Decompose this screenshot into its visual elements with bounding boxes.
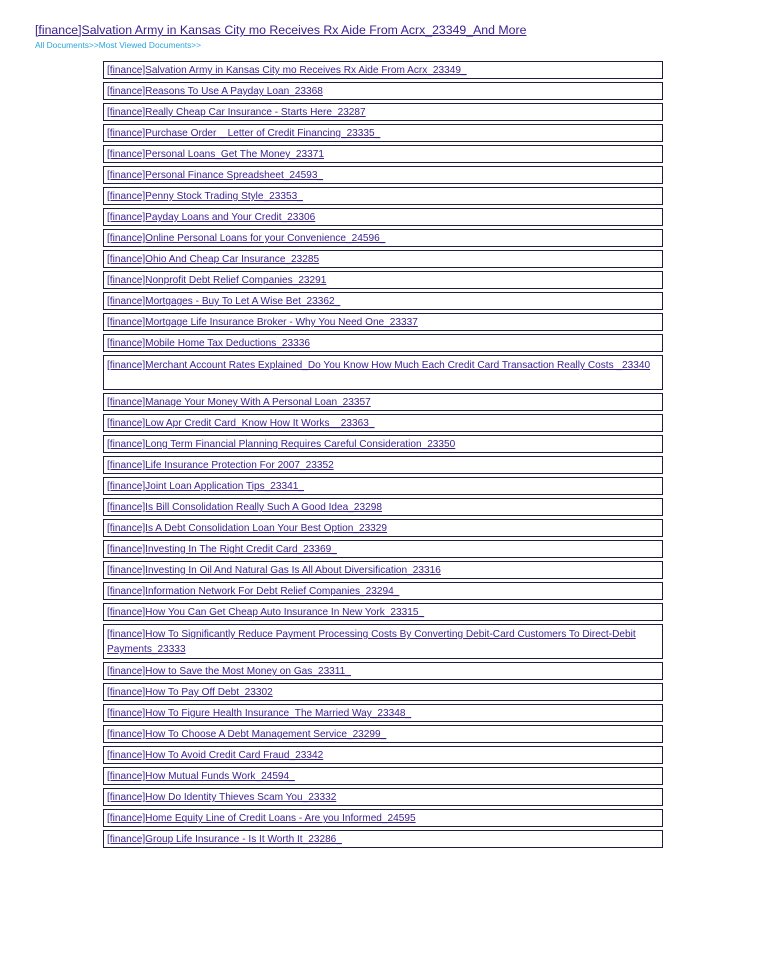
list-item [103,145,663,163]
document-link[interactable]: [finance]Low Apr Credit Card_Know How It Works__23363_ [107,418,375,429]
document-link[interactable]: [finance]Is A Debt Consolidation Loan Your Best Option_23329 [107,523,388,534]
list-item [103,662,663,680]
breadcrumb-all-documents[interactable]: All Documents [35,40,89,50]
list-item [103,809,663,827]
list-item [103,624,663,659]
document-link[interactable]: [finance]Joint Loan Application Tips_23341_ [107,481,304,492]
list-item [103,746,663,764]
list-item [103,435,663,453]
document-link[interactable]: [finance]Information Network For Debt Relief Companies_23294_ [107,586,400,597]
document-link[interactable]: [finance]Mobile Home Tax Deductions_23336 [107,338,310,349]
document-link[interactable]: [finance]Investing In Oil And Natural Gas Is All About Diversification_23316 [107,565,441,576]
document-link[interactable]: [finance]Really Cheap Car Insurance - Starts Here_23287 [107,107,366,118]
list-item [103,477,663,495]
list-item [103,166,663,184]
document-link[interactable]: [finance]Ohio And Cheap Car Insurance_23285 [107,254,320,265]
list-item [103,313,663,331]
list-item [103,414,663,432]
document-link[interactable]: [finance]How Mutual Funds Work_24594_ [107,771,295,782]
document-link[interactable]: [finance]Investing In The Right Credit Card_23369_ [107,544,337,555]
list-item [103,355,663,390]
document-link[interactable]: [finance]Online Personal Loans for your Convenience_24596_ [107,233,386,244]
list-item [103,292,663,310]
list-item [103,561,663,579]
document-link[interactable]: [finance]How To Choose A Debt Management Service_23299_ [107,729,387,740]
list-item [103,250,663,268]
document-link[interactable]: [finance]How Do Identity Thieves Scam You_23332 [107,792,337,803]
list-item [103,540,663,558]
document-link[interactable]: [finance]Is Bill Consolidation Really Such A Good Idea_23298 [107,502,382,513]
list-item [103,271,663,289]
breadcrumb-separator: >> [89,40,99,50]
document-link[interactable]: [finance]Life Insurance Protection For 2007_23352 [107,460,334,471]
document-link[interactable]: [finance]Penny Stock Trading Style_23353_ [107,191,303,202]
document-link[interactable]: [finance]Personal Loans_Get The Money_23371 [107,149,324,160]
document-link[interactable]: [finance]Manage Your Money With A Personal Loan_23357 [107,397,371,408]
document-link[interactable]: [finance]How To Avoid Credit Card Fraud_23342 [107,750,324,761]
list-item [103,725,663,743]
document-link[interactable]: [finance]Reasons To Use A Payday Loan_23368 [107,86,323,97]
document-link[interactable]: [finance]Payday Loans and Your Credit_23306 [107,212,316,223]
list-item [103,582,663,600]
list-item [103,82,663,100]
document-list [103,61,663,851]
document-link[interactable]: [finance]How You Can Get Cheap Auto Insurance In New York_23315_ [107,607,425,618]
document-link[interactable]: [finance]Mortgages - Buy To Let A Wise Bet_23362_ [107,296,341,307]
list-item [103,187,663,205]
list-item [103,393,663,411]
document-link[interactable]: [finance]Group Life Insurance - Is It Worth It_23286_ [107,834,342,845]
list-item [103,683,663,701]
breadcrumb [35,40,201,50]
list-item [103,498,663,516]
list-item [103,208,663,226]
document-link[interactable]: [finance]Personal Finance Spreadsheet_24593_ [107,170,324,181]
document-link[interactable]: [finance]How To Figure Health Insurance_The Married Way_23348_ [107,708,412,719]
breadcrumb-separator: >> [191,40,202,50]
list-item [103,229,663,247]
document-link[interactable]: [finance]How to Save the Most Money on Gas_23311_ [107,666,351,677]
document-link[interactable]: [finance]Home Equity Line of Credit Loans - Are you Informed_24595 [107,813,416,824]
list-item [103,124,663,142]
page-title[interactable]: [finance]Salvation Army in Kansas City mo Receives Rx Aide From Acrx_23349_And More [35,23,527,37]
document-link[interactable]: [finance]Mortgage Life Insurance Broker - Why You Need One_23337 [107,317,418,328]
list-item [103,103,663,121]
document-link[interactable]: [finance]Salvation Army in Kansas City mo Receives Rx Aide From Acrx_23349_ [107,65,467,76]
document-link[interactable]: [finance]How To Significantly Reduce Payment Processing Costs By Converting Debit-Card Customers To Direct-Debit Payments_23333 [107,629,636,655]
list-item [103,830,663,848]
list-item [103,704,663,722]
list-item [103,603,663,621]
document-link[interactable]: [finance]How To Pay Off Debt_23302 [107,687,273,698]
list-item [103,456,663,474]
document-link[interactable]: [finance]Purchase Order _ Letter of Credit Financing_23335_ [107,128,381,139]
breadcrumb-most-viewed[interactable]: Most Viewed Documents [98,40,192,50]
list-item [103,519,663,537]
list-item [103,788,663,806]
document-link[interactable]: [finance]Long Term Financial Planning Requires Careful Consideration_23350 [107,439,456,450]
list-item [103,61,663,79]
list-item [103,334,663,352]
list-item [103,767,663,785]
document-link[interactable]: [finance]Nonprofit Debt Relief Companies_23291 [107,275,327,286]
document-link[interactable]: [finance]Merchant Account Rates Explained_Do You Know How Much Each Credit Card Transaction Really Costs _23340 [107,360,651,371]
